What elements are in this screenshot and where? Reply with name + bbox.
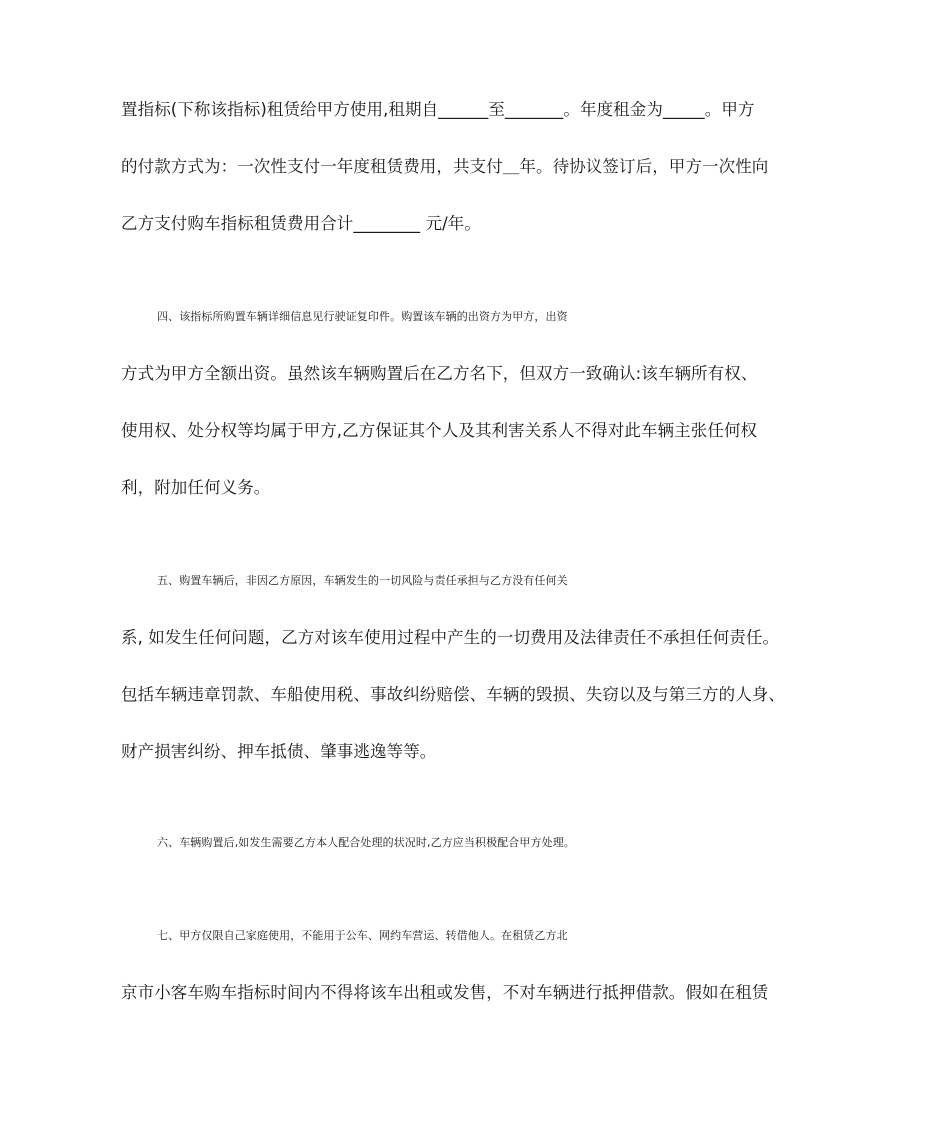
paragraph-7-line-2: 京市小客车购车指标时间内不得将该车出租或发售，不对车辆进行抵押借款。假如在租赁 (121, 983, 769, 1002)
paragraph-3-line-1: 置指标(下称该指标)租赁给甲方使用,租期自______至_______。年度租金为_____。甲方 (121, 100, 755, 119)
paragraph-3-line-2: 的付款方式为：一次性支付一年度租赁费用，共支付＿年。待协议签订后，甲方一次性向 (121, 157, 769, 176)
paragraph-5-line-2: 系, 如发生任何问题，乙方对该车使用过程中产生的一切费用及法律责任不承担任何责任。 (121, 628, 780, 647)
paragraph-3-line-3: 乙方支付购车指标租赁费用合计________ 元/年。 (121, 214, 482, 233)
paragraph-4-line-4: 利，附加任何义务。 (121, 478, 271, 497)
paragraph-4-line-2: 方式为甲方全额出资。虽然该车辆购置后在乙方名下，但双方一致确认:该车辆所有权、 (121, 364, 758, 383)
paragraph-6-line-1: 六、车辆购置后,如发生需要乙方本人配合处理的状况时,乙方应当积极配合甲方处理。 (157, 836, 575, 849)
paragraph-7-line-1: 七、甲方仅限自己家庭使用，不能用于公车、网约车营运、转借他人。在租赁乙方北 (157, 929, 568, 942)
paragraph-4-line-1: 四、该指标所购置车辆详细信息见行驶证复印件。购置该车辆的出资方为甲方，出资 (157, 310, 568, 323)
paragraph-5-line-1: 五、购置车辆后，非因乙方原因，车辆发生的一切风险与责任承担与乙方没有任何关 (157, 574, 568, 587)
paragraph-5-line-4: 财产损害纠纷、押车抵债、肇事逃逸等等。 (121, 742, 437, 761)
paragraph-4-line-3: 使用权、处分权等均属于甲方,乙方保证其个人及其利害关系人不得对此车辆主张任何权 (121, 421, 758, 440)
paragraph-5-line-3: 包括车辆违章罚款、车船使用税、事故纠纷赔偿、车辆的毁损、失窃以及与第三方的人身、 (121, 685, 785, 704)
